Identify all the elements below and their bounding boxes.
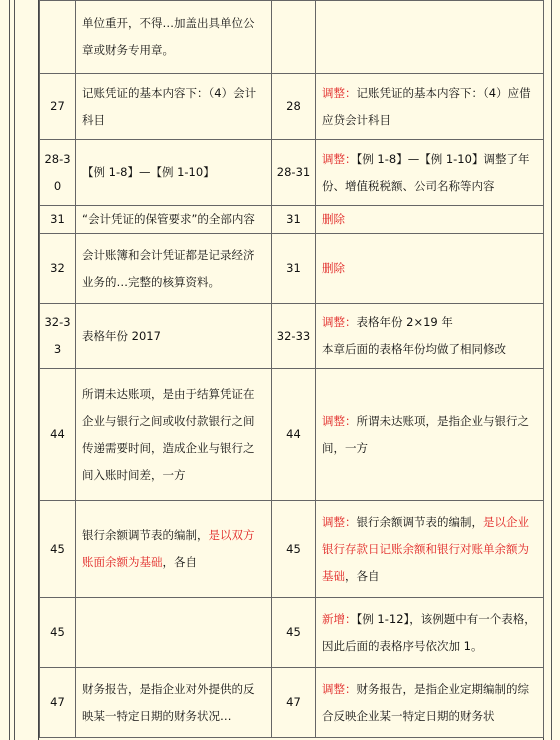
margin-line: [14, 0, 15, 740]
new-content-cell: [316, 369, 544, 501]
change-label: 删除: [322, 212, 345, 226]
old-content-cell: 财务报告，是指企业对外提供的反映某一特定日期的财务状况…: [76, 668, 272, 738]
table-row: [40, 206, 544, 234]
old-page-cell: 45: [40, 598, 76, 668]
change-text: 表格年份 2×19 年: [356, 315, 453, 329]
change-label: 调整：: [322, 151, 357, 166]
new-page-cell: 31: [272, 234, 316, 304]
new-page-cell: 28: [272, 74, 316, 140]
new-page-cell: 44: [272, 369, 316, 501]
change-text: ，各自: [345, 568, 380, 583]
new-page-cell: 45: [272, 598, 316, 668]
table-row: [40, 74, 544, 140]
new-content-cell: [316, 668, 544, 738]
old-text-highlight: 是以双方账面余额为基础: [82, 528, 255, 569]
change-label: 调整：: [322, 315, 357, 329]
change-text: 记账凭证的基本内容下：（4）应借应贷会计科目: [322, 85, 531, 127]
change-label: 调整：: [322, 413, 357, 428]
change-label: 新增：: [322, 611, 357, 626]
old-text: ，各自: [162, 555, 197, 569]
old-content-cell: 单位重开，不得…加盖出具单位公章或财务专用章。: [76, 1, 272, 74]
new-content-cell: [316, 206, 544, 234]
new-page-cell: 28-31: [272, 140, 316, 206]
old-page-cell: [40, 1, 76, 74]
old-page-cell: 45: [40, 501, 76, 598]
margin-line: [9, 0, 10, 740]
table-row: [40, 369, 544, 501]
change-text: 银行余额调节表的编制，: [356, 514, 483, 529]
old-content-cell: 表格年份 2017: [76, 304, 272, 369]
old-content-cell: [76, 501, 272, 598]
old-page-cell: 47: [40, 668, 76, 738]
new-content-cell: [316, 140, 544, 206]
old-content-cell: 所谓未达账项，是由于结算凭证在企业与银行之间或收付款银行之间传递需要时间，造成企业与银行之间入账时间差，一方: [76, 369, 272, 501]
change-text: 【例 1-8】—【例 1-10】调整了年份、增值税税额、公司名称等内容: [322, 151, 530, 193]
revision-table-frame: [38, 0, 544, 740]
old-content-cell: “会计凭证的保管要求”的全部内容: [76, 206, 272, 234]
new-page-cell: 31: [272, 206, 316, 234]
change-note: 本章后面的表格年份均做了相同修改: [322, 342, 506, 356]
change-text: 所谓未达账项，是指企业与银行之间，一方: [322, 413, 529, 455]
new-content-cell: [316, 74, 544, 140]
old-page-cell: 32: [40, 234, 76, 304]
old-content-cell: [76, 598, 272, 668]
old-page-cell: 44: [40, 369, 76, 501]
new-page-cell: 45: [272, 501, 316, 598]
new-page-cell: 47: [272, 668, 316, 738]
change-label: 调整：: [322, 681, 357, 696]
margin-line: [551, 0, 552, 740]
old-content-cell: 会计账簿和会计凭证都是记录经济业务的…完整的核算资料。: [76, 234, 272, 304]
new-content-cell: [316, 501, 544, 598]
revision-table: [39, 0, 544, 738]
table-row: [40, 501, 544, 598]
old-page-cell: 27: [40, 74, 76, 140]
change-label: 调整：: [322, 85, 357, 100]
table-row: [40, 668, 544, 738]
old-text: 银行余额调节表的编制，: [82, 528, 209, 542]
table-row: [40, 140, 544, 206]
old-page-cell: 32-33: [40, 304, 76, 369]
new-page-cell: 32-33: [272, 304, 316, 369]
table-row: [40, 304, 544, 369]
new-content-cell: [316, 1, 544, 74]
new-content-cell: [316, 234, 544, 304]
new-content-cell: [316, 598, 544, 668]
new-page-cell: [272, 1, 316, 74]
old-content-cell: 【例 1-8】—【例 1-10】: [76, 140, 272, 206]
new-content-cell: [316, 304, 544, 369]
change-label: 调整：: [322, 514, 357, 529]
old-page-cell: 31: [40, 206, 76, 234]
change-label: 删除: [322, 261, 345, 275]
old-page-cell: 28-30: [40, 140, 76, 206]
table-row: [40, 598, 544, 668]
change-text: 【例 1-12】，该例题中有一个表格，因此后面的表格序号依次加 1。: [322, 611, 536, 653]
old-content-cell: 记账凭证的基本内容下：（4）会计科目: [76, 74, 272, 140]
table-row: [40, 1, 544, 74]
table-row: [40, 234, 544, 304]
change-text: 财务报告，是指企业定期编制的综合反映企业某一特定日期的财务状: [322, 681, 529, 723]
change-text-highlight: 是以企业银行存款日记账余额和银行对账单余额为基础: [322, 514, 529, 583]
